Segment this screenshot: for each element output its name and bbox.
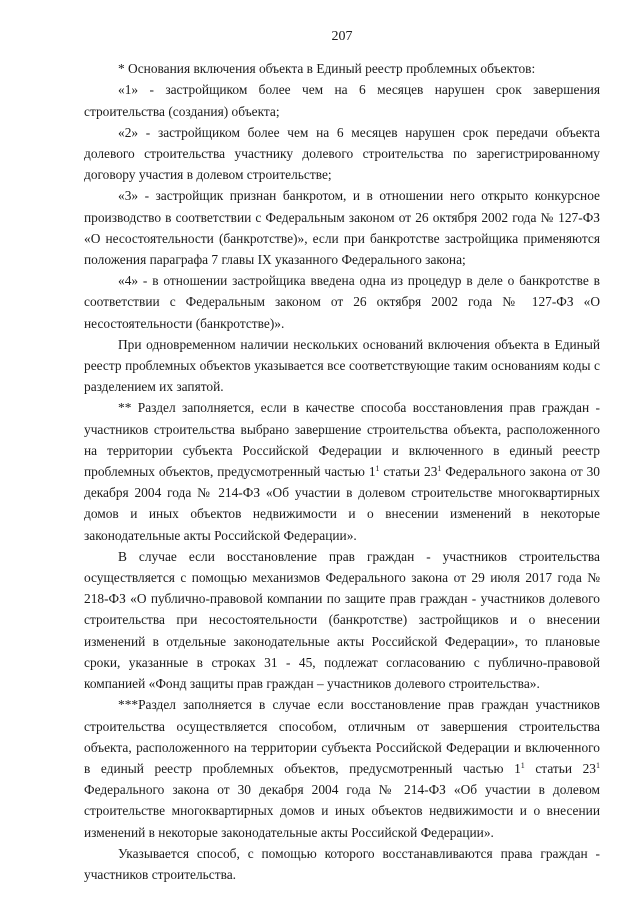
text-run: * Основания включения объекта в Единый реестр проблемных объектов: xyxy=(118,61,536,77)
text-run: «3» - застройщик признан банкротом, и в отношении него открыто конкурсное производство в соответствии с Федеральным законом от 26 октября 2002 года № 127-ФЗ «О несостоятельности (банкротстве)», если при банкротстве застройщика применяются положения параграфа 7 главы IX указанного Федерального закона; xyxy=(84,188,600,268)
text-run: Федерального закона от 30 декабря 2004 года № 214-ФЗ «Об участии в долевом строительстве многоквартирных домов и иных объектов недвижимости и о внесении изменений в некоторые законодательные акты Российской Федерации». xyxy=(84,464,600,543)
superscript: 1 xyxy=(520,760,525,770)
paragraph-footnote-section-completion xyxy=(84,397,600,545)
paragraph-fund-mechanisms xyxy=(84,546,600,694)
text-run: статьи 23 xyxy=(379,464,438,480)
paragraph-code-1 xyxy=(84,79,600,121)
paragraph-method-indication xyxy=(84,843,600,885)
superscript: 1 xyxy=(375,464,380,474)
page-number: 207 xyxy=(331,29,353,44)
text-run: статьи 23 xyxy=(524,760,596,776)
text-run: ***Раздел заполняется в случае если восстановление прав граждан участников строительства осуществляется способом, отличным от завершения строительства объекта, расположенного на территории субъекта Российской Федерации и включенного в единый реестр проблемных объектов, предусмотренный частью 1 xyxy=(84,697,600,776)
paragraph-code-3 xyxy=(84,185,600,270)
paragraph-footnote-section-other-method xyxy=(84,694,600,842)
text-run: «4» - в отношении застройщика введена одна из процедур в деле о банкротстве в соответствии с Федеральным законом от 26 октября 2002 года № 127-ФЗ «О несостоятельности (банкротстве)». xyxy=(84,273,600,331)
paragraph-code-2 xyxy=(84,122,600,186)
paragraph-code-4 xyxy=(84,270,600,334)
text-run: Федерального закона от 30 декабря 2004 года № 214-ФЗ «Об участии в долевом строительстве многоквартирных домов и иных объектов недвижимости и о внесении изменений в некоторые законодательные акты Российской Федерации». xyxy=(84,782,600,840)
text-run: «1» - застройщиком более чем на 6 месяцев нарушен срок завершения строительства (создания) объекта; xyxy=(84,82,600,119)
paragraph-multiple-grounds xyxy=(84,334,600,398)
text-run: При одновременном наличии нескольких оснований включения объекта в Единый реестр проблемных объектов указывается все соответствующие таким основаниям коды с разделением их запятой. xyxy=(84,336,600,395)
superscript: 1 xyxy=(596,760,600,770)
text-run: ** Раздел заполняется, если в качестве способа восстановления прав граждан - участников строительства выбрано завершение строительства объекта, расположенного на территории субъекта Российской Федерации и включенного в единый реестр проблемных объектов, предусмотренный частью 1 xyxy=(84,400,600,480)
superscript: 1 xyxy=(437,464,442,474)
paragraph-footnote-grounds xyxy=(84,58,600,79)
text-run: В случае если восстановление прав граждан - участников строительства осуществляется с помощью механизмов Федерального закона от 29 июля 2017 года № 218-ФЗ «О публично-правовой компании по защите прав граждан - участников долевого строительства при несостоятельности (банкротстве) застройщиков и о внесении изменений в отдельные законодательные акты Российской Федерации», то плановые сроки, указанные в строках 31 - 45, подлежат согласованию с публично-правовой компанией «Фонд защиты прав граждан – участников долевого строительства». xyxy=(84,548,600,692)
text-run: Указывается способ, с помощью которого восстанавливаются права граждан - участников строительства. xyxy=(84,845,600,882)
text-run: «2» - застройщиком более чем на 6 месяцев нарушен срок передачи объекта долевого строительства участнику долевого строительства по зарегистрированному договору участия в долевом строительстве; xyxy=(84,124,600,183)
